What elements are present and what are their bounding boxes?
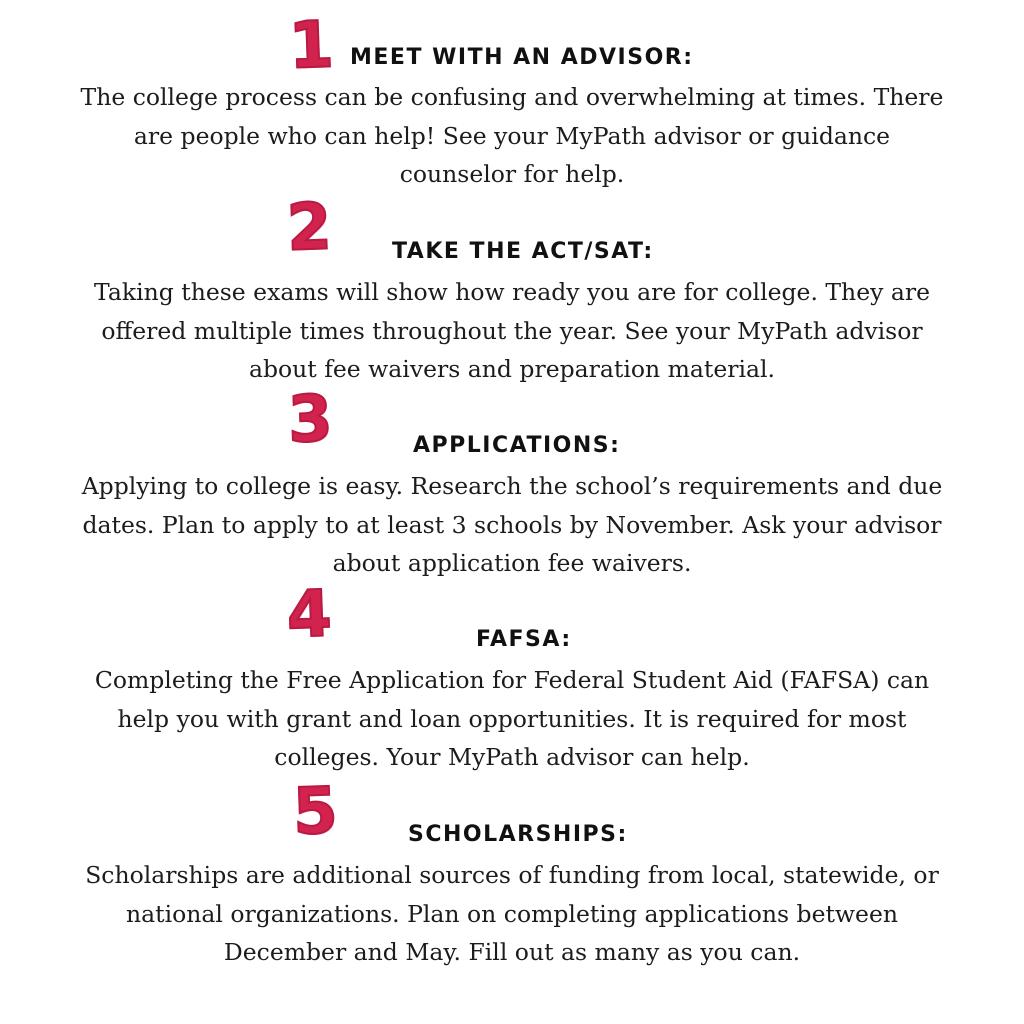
step-body-line: colleges. Your MyPath advisor can help. (274, 743, 750, 771)
step-body-2 (60, 273, 964, 389)
step-body-1 (60, 78, 964, 194)
step-body-line: about fee waivers and preparation material. (248, 355, 776, 383)
step-body-line: counselor for help. (399, 160, 625, 188)
step-body-line: offered multiple times throughout the year. See your MyPath advisor (101, 316, 923, 345)
step-number-2: 2 (285, 190, 333, 266)
step-heading-1: MEET WITH AN ADVISOR: (350, 45, 694, 70)
step-number-1: 1 (287, 8, 335, 84)
step-number-4: 4 (285, 577, 333, 653)
step-body-line: national organizations. Plan on completing applications between (125, 899, 898, 928)
step-body-5 (60, 856, 964, 972)
step-body-line: help you with grant and loan opportunities. It is required for most (117, 704, 907, 733)
step-heading-4: FAFSA: (476, 627, 572, 652)
step-heading-5: SCHOLARSHIPS: (408, 822, 628, 847)
step-body-line: Applying to college is easy. Research the school’s requirements and due (81, 472, 943, 500)
step-body-4 (60, 661, 964, 777)
step-number-3: 3 (286, 382, 334, 458)
step-body-line: Taking these exams will show how ready you are for college. They are (94, 278, 930, 306)
step-body-line: December and May. Fill out as many as you can. (223, 938, 801, 966)
step-body-line: are people who can help! See your MyPath advisor or guidance (133, 121, 891, 150)
step-body-3 (60, 467, 964, 583)
step-body-line: Scholarships are additional sources of funding from local, statewide, or (85, 861, 939, 889)
step-body-line: about application fee waivers. (332, 549, 692, 577)
step-body-line: The college process can be confusing and overwhelming at times. There (80, 83, 944, 111)
step-heading-2: TAKE THE ACT/SAT: (392, 239, 654, 264)
step-body-line: Completing the Free Application for Federal Student Aid (FAFSA) can (94, 666, 930, 694)
step-heading-3: APPLICATIONS: (413, 433, 621, 458)
step-number-5: 5 (291, 774, 339, 850)
step-body-line: dates. Plan to apply to at least 3 schools by November. Ask your advisor (82, 510, 942, 539)
